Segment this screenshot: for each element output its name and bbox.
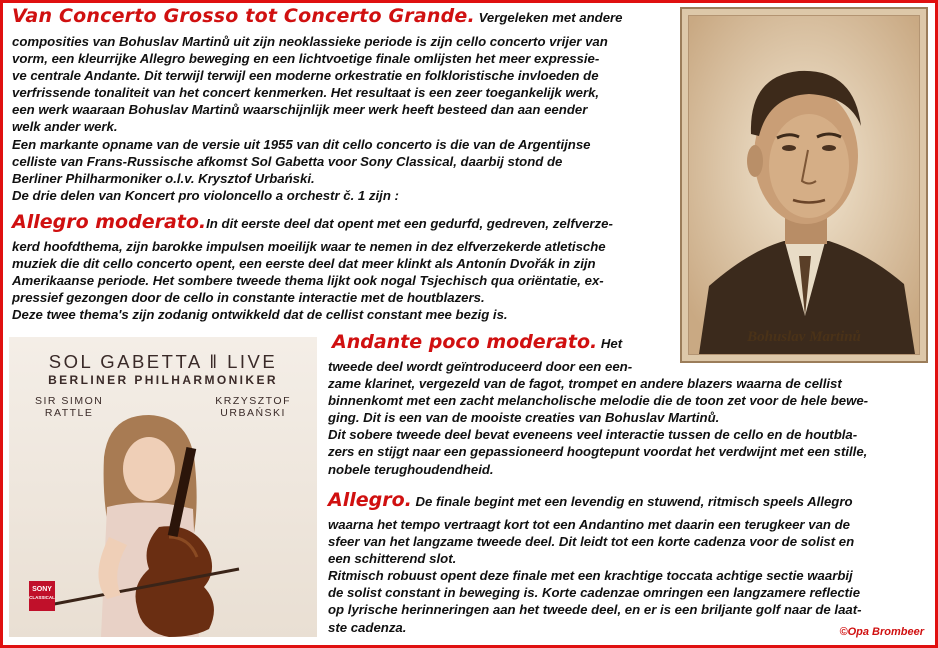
conductor1-last: RATTLE [44, 407, 94, 419]
sony-classical-logo [29, 581, 55, 611]
section3-line: Ritmisch robuust opent deze finale met een krachtige toccata achtige sectie waarbij [328, 568, 853, 584]
intro-line: De drie delen van Koncert pro violoncello a orchestr č. 1 zijn : [12, 187, 399, 203]
section2-inline-text: Het [597, 336, 623, 351]
intro-line: verfrissende tonaliteit van het concert kenmerken. Het resultaat is een zeer toegankelijk werk, [12, 85, 600, 101]
section3-line: een schitterend slot. [328, 551, 457, 567]
section2-line: Dit sobere tweede deel bevat eveneens veel interactie tussen de cello en de houtbla- [328, 427, 858, 443]
section2-line: zers en stijgt naar een gepassioneerd hoogtepunt voordat het verdwijnt met een stille, [328, 444, 868, 460]
section1-line: Amerikaanse periode. Het sombere tweede thema lijkt ook nogal Tsjechisch qua oriëntatie, ex- [12, 273, 604, 289]
intro-line: ve centrale Andante. Dit terwijl terwijl een moderne orkestratie en folkloristische invloeden de [12, 68, 599, 84]
section3-line: op lyrische herinneringen aan het tweede deel, en er is een briljante golf naar de laat- [328, 602, 862, 618]
section3-line: de solist constant in beweging is. Korte cadenzae omringen een langzamere reflectie [328, 585, 861, 601]
portrait-image [688, 15, 920, 355]
section3-line: ste cadenza. [328, 619, 407, 635]
intro-inline-text: Vergeleken met andere [474, 10, 623, 25]
album-conductor-2 [215, 395, 291, 419]
section2-line: ging. Dit is een van de mooiste creaties van Bohuslav Martinů. [328, 410, 720, 426]
album-title: SOL GABETTA ‖ LIVE [48, 351, 278, 372]
conductor1-first: SIR SIMON [35, 395, 104, 407]
section1-line: pressief gezongen door de cello in constante interactie met de houtblazers. [12, 290, 485, 306]
section3-line: waarna het tempo vertraagt kort tot een Andantino met daarin een terugkeer van de [328, 517, 851, 532]
intro-block [12, 5, 682, 204]
intro-line: vorm, een kleurrijke Allegro beweging en een lichtvoetige finale omlijsten het meer expressie- [12, 51, 600, 67]
section1-inline-text: In dit eerste deel dat opent met een gedurfd, gedreven, zelfverze- [206, 216, 613, 231]
section2-heading: Andante poco moderato. [332, 331, 598, 353]
section2-line: nobele terughoudendheid. [328, 461, 494, 477]
section1-line: kerd hoofdthema, zijn barokke impulsen moeilijk waar te nemen in dez elfverzekerde atletische [12, 239, 606, 254]
section1-line: Deze twee thema's zijn zodanig ontwikkeld dat de cellist constant mee bezig is. [12, 307, 508, 323]
label-name: SONY [32, 586, 52, 593]
section2-line: tweede deel wordt geïntroduceerd door een een- [328, 359, 633, 374]
album-conductor-1 [35, 395, 103, 419]
intro-line: een werk waaraan Bohuslav Martinů waarschijnlijk meer werk heeft besteed dan aan eender [12, 102, 588, 118]
section2-line: zame klarinet, vergezeld van de fagot, trompet en andere blazers waarna de cellist [328, 376, 842, 392]
section3-inline-text: De finale begint met een levendig en stuwend, ritmisch speels Allegro [411, 494, 853, 509]
conductor2-last: URBAŃSKI [220, 407, 286, 419]
intro-line: composities van Bohuslav Martinů uit zijn neoklassieke periode is zijn cello concerto vrijer van [12, 34, 608, 49]
section-allegro-moderato [12, 211, 677, 323]
portrait-drawing [689, 16, 920, 354]
section2-line: binnenkomt met een zacht melancholische melodie die de toon zet voor de hele bewe- [328, 393, 869, 409]
composer-portrait [680, 7, 928, 363]
page-title: Van Concerto Grosso tot Concerto Grande. [12, 5, 475, 27]
section-allegro [328, 489, 928, 636]
conductor2-first: KRZYSZTOF [215, 395, 291, 407]
intro-line: celliste van Frans-Russische afkomst Sol Gabetta voor Sony Classical, daarbij stond de [12, 153, 563, 169]
portrait-caption: Bohuslav Martinů [747, 329, 861, 345]
section1-line: muziek die dit cello concerto opent, een eerste deel dat meer klinkt als Antonín Dvořák in zijn [12, 256, 596, 272]
intro-line: welk ander werk. [12, 119, 118, 135]
section3-line: sfeer van het langzame tweede deel. Dit leidt tot een korte cadenza voor de solist en [328, 534, 855, 550]
label-sub: CLASSICAL [29, 595, 55, 600]
intro-line: Een markante opname van de versie uit 1955 van dit cello concerto is die van de Argentijnse [12, 136, 591, 152]
section3-heading: Allegro. [328, 489, 412, 511]
intro-line: Berliner Philharmoniker o.l.v. Krysztof Urbański. [12, 170, 315, 186]
section1-heading: Allegro moderato. [12, 211, 207, 233]
copyright: ©Opa Brombeer [839, 626, 924, 638]
album-orchestra: BERLINER PHILHARMONIKER [48, 373, 278, 387]
album-cover [9, 337, 317, 637]
